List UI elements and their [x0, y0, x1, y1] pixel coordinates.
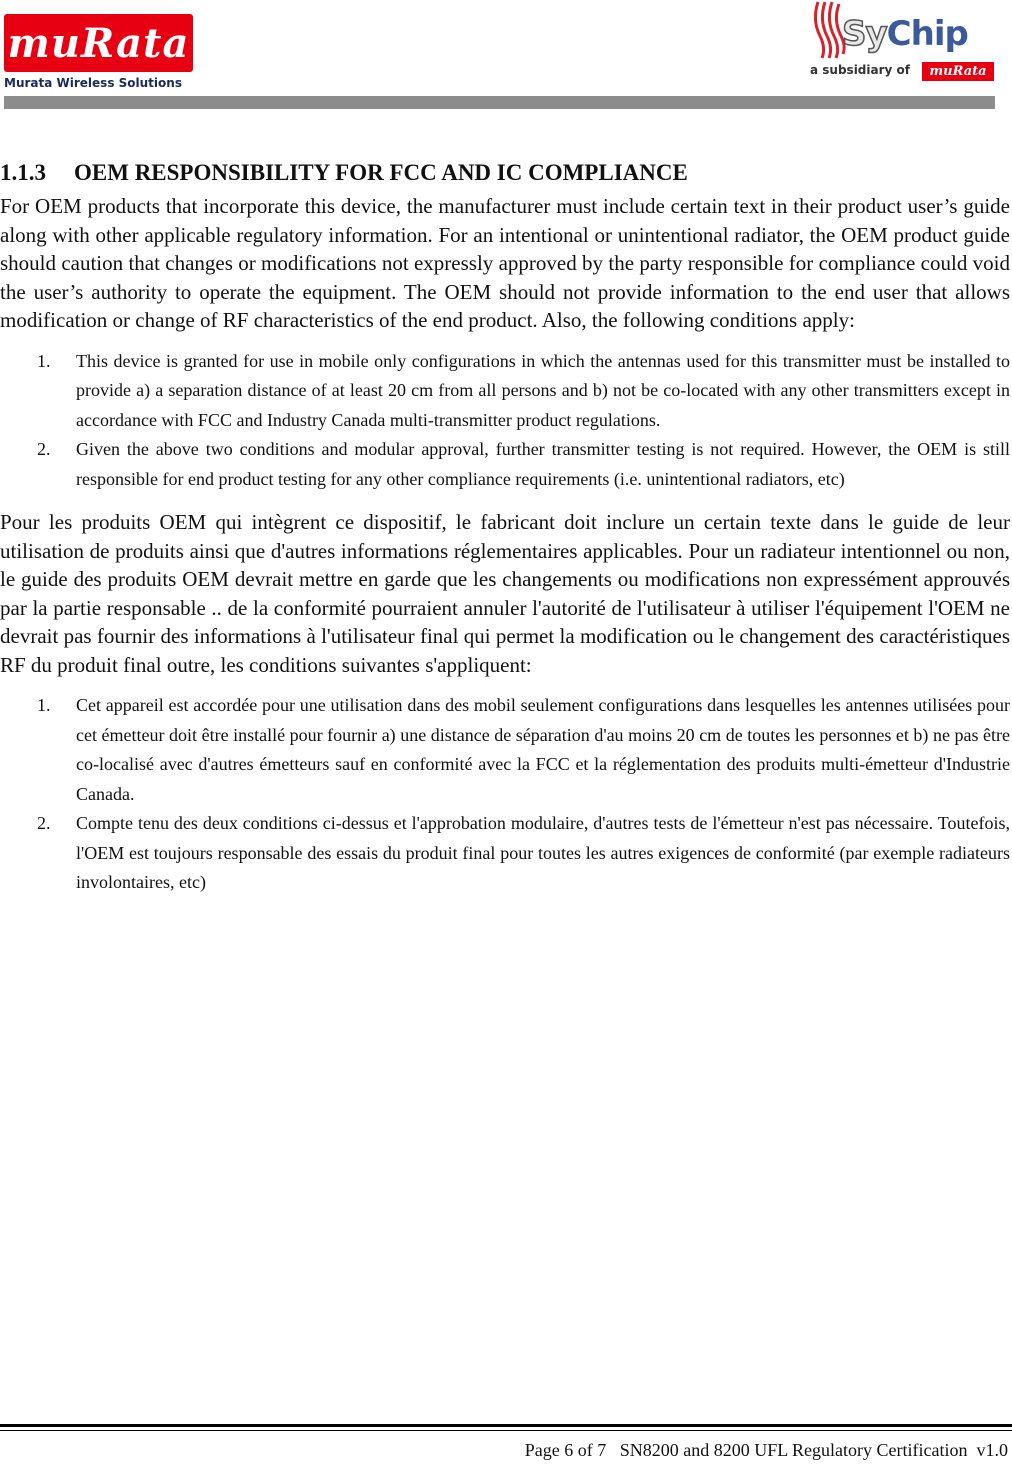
list-index: 2.	[37, 439, 51, 459]
murata-logo	[4, 14, 193, 94]
french-conditions-list	[0, 691, 1010, 898]
subsidiary-murata-logo: muRata	[922, 62, 994, 81]
murata-tagline: Murata Wireless Solutions	[4, 76, 182, 90]
list-index: 1.	[37, 695, 51, 715]
sychip-sy: Sy	[842, 14, 887, 54]
document-body	[0, 160, 1010, 912]
english-paragraph: For OEM products that incorporate this device, the manufacturer must include certain text in their product user’s guide along with other applicable regulatory information. For an intentional or unintentional radiator, the OEM product guide should caution that changes or modifications not expressly approved by the party responsible for compliance could void the user’s authority to operate the equipment. The OEM should not provide information to the end user that allows modification or change of RF characteristics of the end product. Also, the following conditions apply:	[0, 194, 1010, 332]
document-title: SN8200 and 8200 UFL Regulatory Certification v1.0	[619, 1440, 1008, 1460]
list-item	[0, 347, 1010, 436]
english-conditions-list	[0, 347, 1010, 495]
footer-rule-thin	[0, 1430, 1012, 1431]
sychip-logo	[808, 0, 998, 86]
list-index: 1.	[37, 350, 51, 371]
list-item	[0, 809, 1010, 898]
list-text: Compte tenu des deux conditions ci-dessus et l'approbation modulaire, d'autres tests de l'émetteur n'est pas nécessaire. Toutefois, l'OEM est toujours responsable des essais du produit final pour toutes les autres exigences de conformité (par exemple radiateurs involontaires, etc)	[76, 813, 1010, 892]
page-number: Page 6 of 7	[524, 1440, 607, 1460]
list-text: Cet appareil est accordée pour une utilisation dans des mobil seulement configurations dans lesquelles les antennes utilisées pour cet émetteur doit être installé pour fournir a) une distance de séparation d'au moins 20 cm de toutes les personnes et b) ne pas être co-localisé avec d'autres émetteurs sauf en conformité avec la FCC et la réglementation des produits multi-émetteur d'Industrie Canada.	[76, 695, 1010, 804]
list-item	[0, 435, 1010, 494]
murata-logo-mark: muRata	[4, 14, 193, 72]
section-number: 1.1.3	[0, 160, 46, 185]
sychip-wordmark	[842, 14, 968, 54]
list-text: This device is granted for use in mobile only configurations in which the antennas used for this transmitter must be installed to provide a) a separation distance of at least 20 cm from all persons and b) not be co-located with any other transmitters except in accordance with FCC and Industry Canada multi-transmitter product regulations.	[76, 350, 1010, 430]
sychip-chip: Chip	[886, 14, 968, 54]
header-divider-bar	[4, 96, 995, 109]
list-text: Given the above two conditions and modular approval, further transmitter testing is not required. However, the OEM is still responsible for end product testing for any other compliance requirements (i.e. unintentional radiators, etc)	[76, 439, 1010, 489]
section-title: OEM RESPONSIBILITY FOR FCC AND IC COMPLIANCE	[74, 160, 688, 185]
footer	[525, 1440, 1008, 1461]
footer-rule-thick	[0, 1424, 1012, 1427]
french-paragraph: Pour les produits OEM qui intègrent ce dispositif, le fabricant doit inclure un certain texte dans le guide de leur utilisation de produits ainsi que d'autres informations réglementaires applicables. Pour un radiateur intentionnel ou non, le guide des produits OEM devrait mettre en garde que les changements ou modifications non expressément approuvés par la partie responsable .. de la conformité pourraient annuler l'autorité de l'utilisateur à utiliser l'équipement l'OEM ne devrait pas fournir des informations à l'utilisateur final qui permet la modification ou le changement des caractéristiques RF du produit final outre, les conditions suivantes s'appliquent:	[0, 510, 1010, 677]
list-index: 2.	[37, 813, 51, 833]
list-item	[0, 691, 1010, 809]
subsidiary-text: a subsidiary of	[810, 63, 910, 77]
section-heading	[0, 160, 1010, 186]
